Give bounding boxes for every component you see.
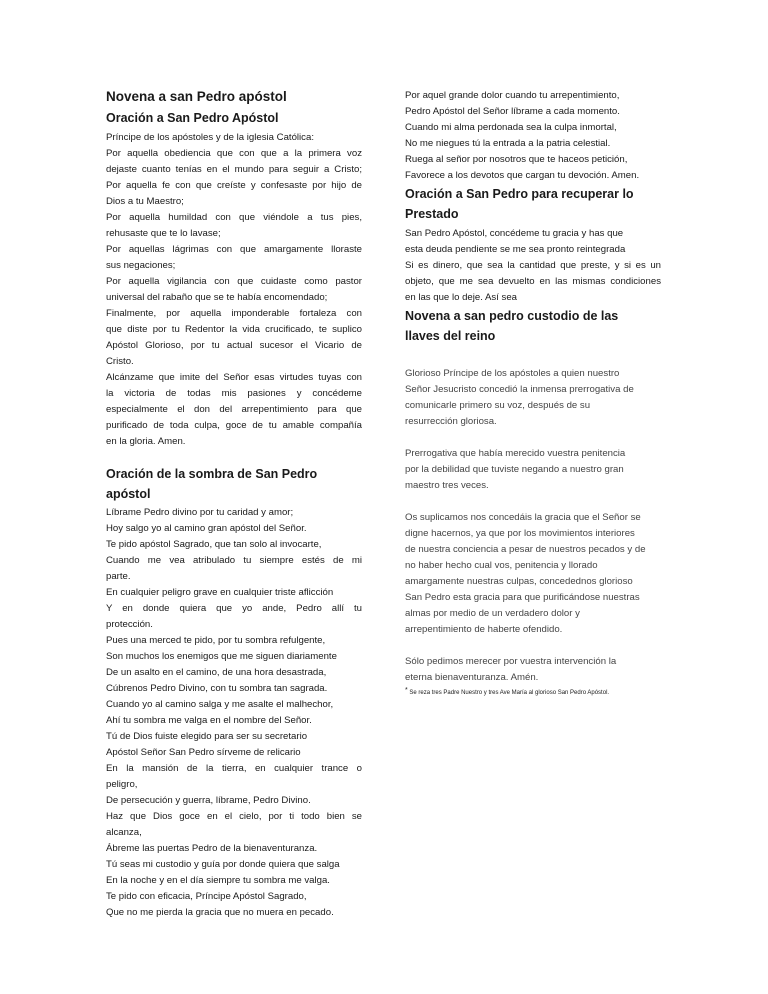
text-line: alcanza, (106, 827, 142, 838)
text-line: Alcánzame que imite del Señor esas virtudes tuyas con (106, 372, 362, 383)
text-line: Por aquellas lágrimas con que amargamente lloraste (106, 244, 362, 255)
text-line: Haz que Dios goce en el cielo, por ti todo bien se (106, 811, 362, 822)
text-line: Os suplicamos nos concedáis la gracia que el Señor se (405, 512, 641, 523)
text-line: comunicarle primero su voz, después de su (405, 400, 591, 411)
left-column (106, 88, 362, 921)
prayer-recuperar-prestado (405, 226, 661, 306)
text-line: eterna bienaventuranza. Amén. (405, 672, 539, 683)
text-line: Tú de Dios fuiste elegido para ser su secretario (106, 731, 308, 742)
text-line: En la noche y en el día siempre tu sombra me valga. (106, 875, 330, 886)
text-line: Hoy salgo yo al camino gran apóstol del Señor. (106, 523, 307, 534)
text-line: purificado de toda culpa, goce de tu amable compañía (106, 420, 362, 431)
text-line: Son muchos los enemigos que me siguen diariamente (106, 651, 337, 662)
text-line: Prerrogativa que había merecido vuestra penitencia (405, 448, 626, 459)
footnote-text: Se reza tres Padre Nuestro y tres Ave María al glorioso San Pedro Apóstol. (409, 690, 610, 696)
text-line: Cristo. (106, 356, 134, 367)
prayer-sombra-continuation (405, 88, 661, 184)
section-heading-recuperar-prestado: Oración a San Pedro para recuperar lo Prestado (405, 187, 634, 221)
text-line: Por aquella obediencia que con que a la primera voz (106, 148, 362, 159)
section-heading-custodio-llaves: Novena a san pedro custodio de las llaves del reino (405, 309, 619, 343)
document-title: Novena a san Pedro apóstol (106, 89, 287, 104)
text-line: resurrección gloriosa. (405, 416, 497, 427)
text-line: universal del rabaño que se te había encomendado; (106, 292, 328, 303)
novena-paragraph-1 (405, 366, 661, 430)
text-line: Ruega al señor por nosotros que te haceos petición, (405, 154, 628, 165)
text-line: En la mansión de la tierra, en cualquier trance o (106, 763, 362, 774)
text-line: No me niegues tú la entrada a la patria celestial. (405, 138, 611, 149)
text-line: Favorece a los devotos que cargan tu devoción. Amen. (405, 170, 640, 181)
text-line: protección. (106, 619, 153, 630)
text-line: San Pedro esta gracia para que purificándose nuestras (405, 592, 640, 603)
text-line: Apóstol Glorioso, por tu actual sucesor el Vicario de (106, 340, 362, 351)
text-line: peligro, (106, 779, 138, 790)
footnote-mark: * (405, 687, 408, 694)
text-line: en las que lo deje. Así sea (405, 292, 518, 303)
text-line: Cúbrenos Pedro Divino, con tu sombra tan sagrada. (106, 683, 328, 694)
text-line: Cuando me vea atribulado tu siempre estés de mi (106, 555, 362, 566)
text-line: Si es dinero, que sea la cantidad que preste, y si es un (405, 260, 661, 271)
text-line: Glorioso Príncipe de los apóstoles a quien nuestro (405, 368, 620, 379)
section-heading-sombra: Oración de la sombra de San Pedro apóstol (106, 467, 318, 501)
text-line: dejaste cuanto tenías en el mundo para seguir a Cristo; (106, 164, 362, 175)
text-line: maestro tres veces. (405, 480, 489, 491)
text-line: Que no me pierda la gracia que no muera en pecado. (106, 907, 334, 918)
text-line: Tú seas mi custodio y guía por donde quiera que salga (106, 859, 340, 870)
prayer-san-pedro-apostol (106, 130, 362, 450)
text-line: no haber hecho cual vos, penitencia y llorado (405, 560, 598, 571)
text-line: almas por medio de un verdadero dolor y (405, 608, 580, 619)
text-line: parte. (106, 571, 131, 582)
text-line: amargamente nuestras culpas, concedednos glorioso (405, 576, 633, 587)
text-line: San Pedro Apóstol, concédeme tu gracia y has que (405, 228, 624, 239)
text-line: Te pido apóstol Sagrado, que tan solo al invocarte, (106, 539, 322, 550)
text-line: Cuando yo al camino salga y me asalte el malhechor, (106, 699, 334, 710)
text-line: Líbrame Pedro divino por tu caridad y amor; (106, 507, 294, 518)
text-line: Por aquel grande dolor cuando tu arrepentimiento, (405, 90, 620, 101)
text-line: De persecución y guerra, líbrame, Pedro Divino. (106, 795, 311, 806)
prayer-sombra-san-pedro (106, 505, 362, 921)
text-line: Por aquella fe con que creíste y confesaste por hijo de (106, 180, 362, 191)
text-line: sus negaciones; (106, 260, 176, 271)
text-line: arrepentimiento de haberte ofendido. (405, 624, 563, 635)
text-line: de nuestra conciencia a pesar de nuestros pecados y de (405, 544, 646, 555)
text-line: que diste por tu Redentor la vida crucificado, te suplico (106, 324, 362, 335)
text-line: esta deuda pendiente se me sea pronto reintegrada (405, 244, 626, 255)
right-column (405, 88, 661, 698)
text-line: Y en donde quiera que yo ande, Pedro allí tu (106, 603, 362, 614)
text-line: Pedro Apóstol del Señor líbrame a cada momento. (405, 106, 620, 117)
text-line: Te pido con eficacia, Príncipe Apóstol Sagrado, (106, 891, 307, 902)
text-line: En cualquier peligro grave en cualquier triste aflicción (106, 587, 334, 598)
text-line: Por aquella vigilancia con que cuidaste como pastor (106, 276, 362, 287)
section-heading-oracion-san-pedro: Oración a San Pedro Apóstol (106, 111, 279, 125)
text-line: Por aquella humildad con que viéndole a tus pies, (106, 212, 362, 223)
text-line: especialmente el don del arrepentimiento para que (106, 404, 362, 415)
text-line: Señor Jesucristo concedió la inmensa prerrogativa de (405, 384, 634, 395)
text-line: objeto, que me sea devuelto en las mismas condiciones (405, 276, 661, 287)
novena-paragraph-4 (405, 654, 661, 686)
text-line: digne hacernos, ya que por los movimientos interiores (405, 528, 635, 539)
text-line: Príncipe de los apóstoles y de la iglesia Católica: (106, 132, 314, 143)
text-line: Apóstol Señor San Pedro sírveme de relicario (106, 747, 301, 758)
text-line: Ahí tu sombra me valga en el nombre del Señor. (106, 715, 312, 726)
text-line: Cuando mi alma perdonada sea la culpa inmortal, (405, 122, 617, 133)
text-line: por la debilidad que tuviste negando a nuestro gran (405, 464, 624, 475)
text-line: Sólo pedimos merecer por vuestra intervención la (405, 656, 617, 667)
text-line: Finalmente, por aquella imponderable fortaleza con (106, 308, 362, 319)
text-line: en la gloria. Amen. (106, 436, 186, 447)
text-line: la victoria de todas mis pasiones y concédeme (106, 388, 362, 399)
novena-paragraph-3 (405, 510, 661, 638)
text-line: Dios a tu Maestro; (106, 196, 184, 207)
text-line: rehusaste que te lo lavase; (106, 228, 221, 239)
text-line: Ábreme las puertas Pedro de la bienaventuranza. (106, 843, 318, 854)
novena-paragraph-2 (405, 446, 661, 494)
footnote (405, 686, 661, 698)
text-line: Pues una merced te pido, por tu sombra refulgente, (106, 635, 326, 646)
text-line: De un asalto en el camino, de una hora desastrada, (106, 667, 327, 678)
